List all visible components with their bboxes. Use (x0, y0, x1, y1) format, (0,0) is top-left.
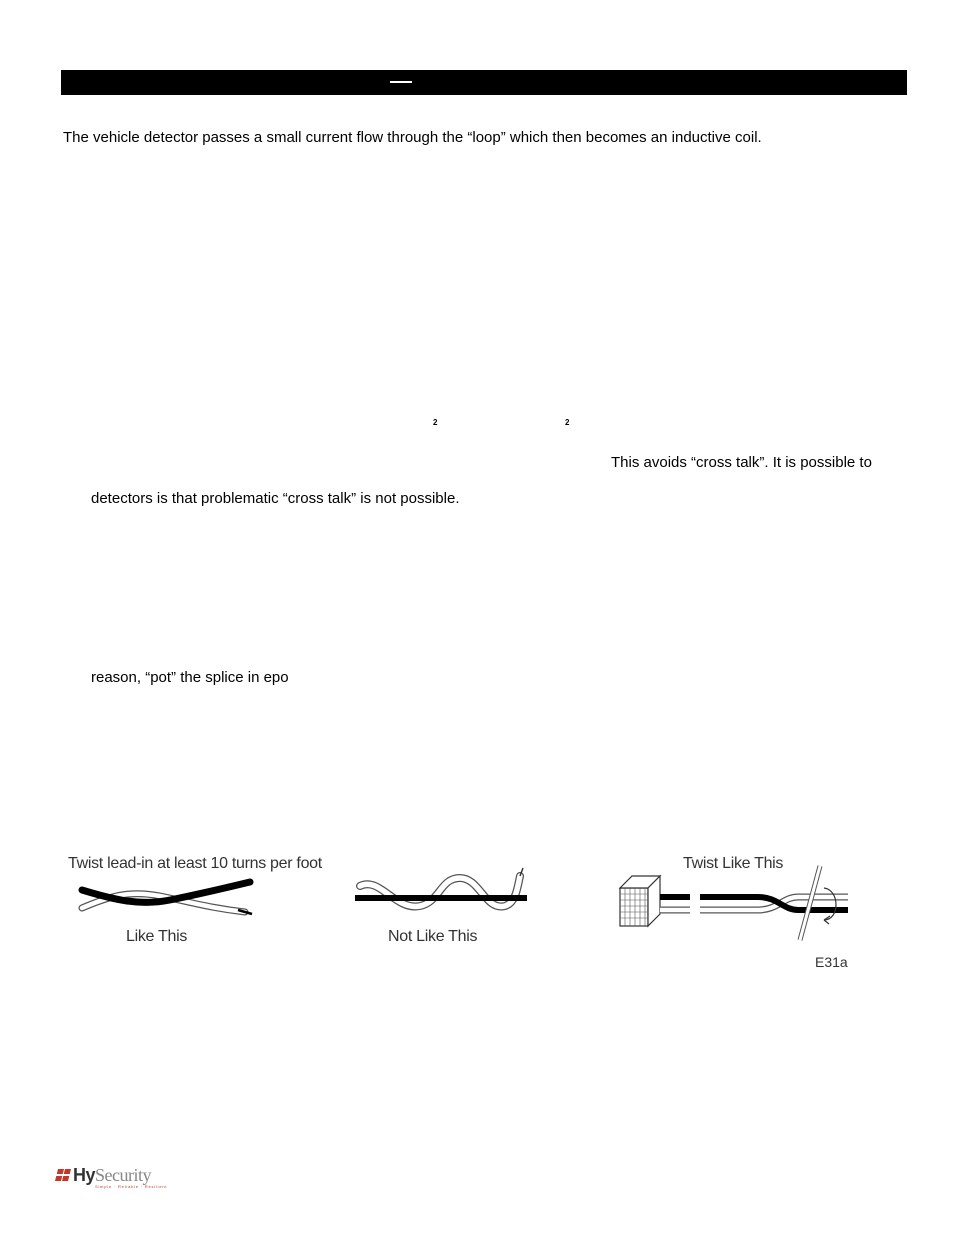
superscript-2-b: 2 (565, 418, 570, 427)
figure-label-like-this: Like This (126, 928, 188, 945)
twisted-pair-correct-drawing (80, 878, 255, 918)
section-header-bar (61, 70, 907, 95)
cross-talk-end-text: detectors is that problematic “cross talk” is not possible. (91, 490, 460, 507)
logo-tagline: Simple · Reliable · Resilient (95, 1184, 168, 1189)
logo-hy-text: Hy (73, 1165, 96, 1185)
hysecurity-logo-mark-icon (55, 1167, 73, 1183)
figure-code: E31a (815, 954, 848, 970)
figure-label-not-like-this: Not Like This (388, 928, 478, 945)
figure-label-twist-leadin: Twist lead-in at least 10 turns per foot (68, 855, 322, 872)
intro-paragraph: The vehicle detector passes a small current flow through the “loop” which then becomes an inductive coil. (63, 129, 762, 146)
splice-text: reason, “pot” the splice in epo (91, 669, 289, 686)
hysecurity-logo (55, 1163, 168, 1195)
wrapped-wire-incorrect-drawing (355, 866, 535, 921)
header-dash (390, 81, 412, 83)
logo-security-text: Security (95, 1165, 152, 1185)
superscript-2-a: 2 (433, 418, 438, 427)
cross-talk-text: This avoids “cross talk”. It is possible to (611, 454, 872, 471)
figure-label-twist-like-this: Twist Like This (683, 855, 784, 872)
splice-twist-drawing (618, 860, 858, 945)
